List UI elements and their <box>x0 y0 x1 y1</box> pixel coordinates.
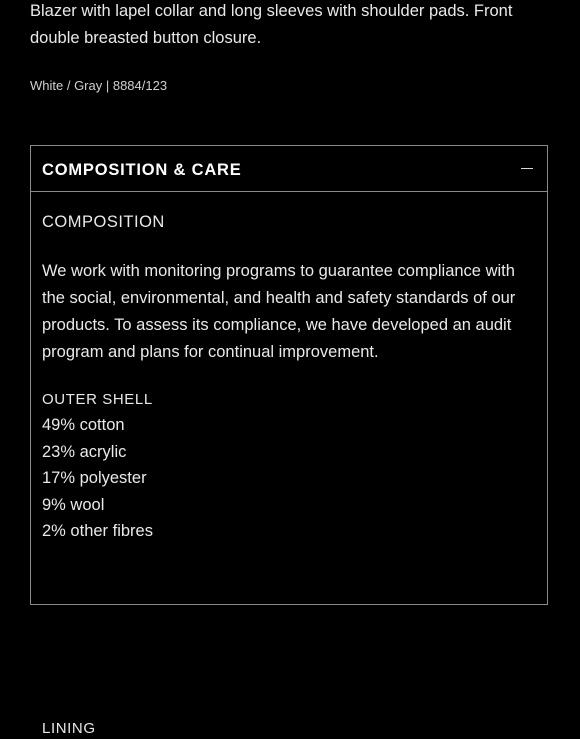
lining-heading: LINING <box>42 720 96 737</box>
composition-care-accordion <box>30 145 548 737</box>
list-item: 17% polyester <box>42 469 147 488</box>
composition-heading: COMPOSITION <box>42 213 165 231</box>
composition-paragraph: We work with monitoring programs to guarantee compliance with the social, environmental, and health and safety standards of our products. To assess its compliance, we have developed an audit program and plans for continual improvement. <box>42 262 516 361</box>
product-description: Blazer with lapel collar and long sleeves with shoulder pads. Front double breasted button closure. <box>30 2 513 47</box>
outer-shell-heading: OUTER SHELL <box>42 391 153 408</box>
accordion-header[interactable] <box>31 146 547 192</box>
minus-icon[interactable] <box>521 168 533 169</box>
list-item: 23% acrylic <box>42 442 127 461</box>
product-color-reference: White / Gray | 8884/123 <box>30 78 168 93</box>
list-item: 49% cotton <box>42 416 125 434</box>
list-item: 2% other fibres <box>42 522 153 541</box>
list-item: 9% wool <box>42 495 105 514</box>
outer-shell-list <box>42 412 153 545</box>
accordion-title: COMPOSITION & CARE <box>42 161 242 179</box>
